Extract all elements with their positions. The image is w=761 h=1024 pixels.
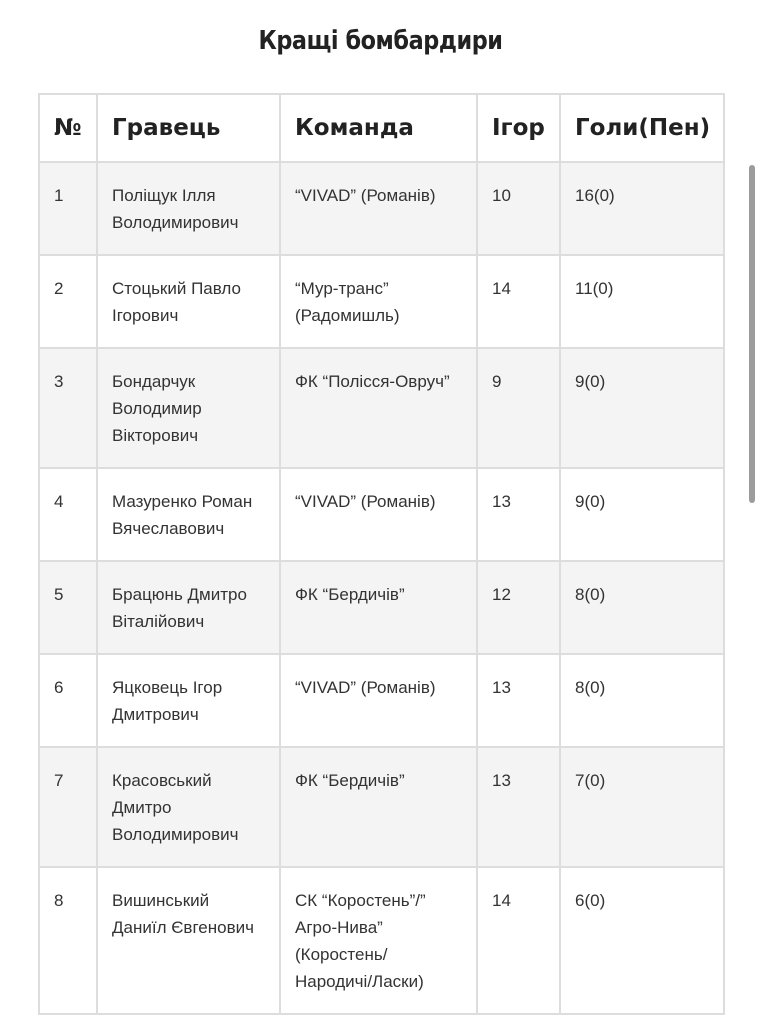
column-header-player: Гравець	[97, 94, 280, 162]
games-cell: 13	[477, 747, 560, 867]
goals-cell: 9(0)	[560, 468, 724, 561]
table-row	[39, 747, 724, 867]
rank-cell: 6	[39, 654, 97, 747]
vertical-scrollbar[interactable]	[749, 165, 755, 503]
goals-cell: 9(0)	[560, 348, 724, 468]
goals-cell: 8(0)	[560, 654, 724, 747]
table-header-row	[39, 94, 724, 162]
games-cell: 13	[477, 654, 560, 747]
player-cell: Стоцький Павло Ігорович	[97, 255, 280, 348]
table-row	[39, 468, 724, 561]
player-cell: Мазуренко Роман Вячеславович	[97, 468, 280, 561]
games-cell: 12	[477, 561, 560, 654]
rank-cell: 2	[39, 255, 97, 348]
games-cell: 14	[477, 867, 560, 1014]
column-header-rank: №	[39, 94, 97, 162]
top-scorers-table	[38, 93, 725, 1015]
rank-cell: 1	[39, 162, 97, 255]
table-row	[39, 348, 724, 468]
team-cell: ФК “Полісся-Овруч”	[280, 348, 477, 468]
goals-cell: 7(0)	[560, 747, 724, 867]
player-cell: Брацюнь Дмитро Віталійович	[97, 561, 280, 654]
player-cell: Красовський Дмитро Володимирович	[97, 747, 280, 867]
rank-cell: 4	[39, 468, 97, 561]
page-title: Кращі бомбардири	[258, 26, 503, 56]
column-header-goals: Голи(Пен)	[560, 94, 724, 162]
team-cell: “VIVAD” (Романів)	[280, 468, 477, 561]
player-cell: Вишинський Даниїл Євгенович	[97, 867, 280, 1014]
table-row	[39, 162, 724, 255]
team-cell: “Мур-транс” (Радомишль)	[280, 255, 477, 348]
team-cell: “VIVAD” (Романів)	[280, 654, 477, 747]
team-cell: ФК “Бердичів”	[280, 561, 477, 654]
games-cell: 10	[477, 162, 560, 255]
rank-cell: 3	[39, 348, 97, 468]
goals-cell: 16(0)	[560, 162, 724, 255]
team-cell: ФК “Бердичів”	[280, 747, 477, 867]
rank-cell: 5	[39, 561, 97, 654]
rank-cell: 7	[39, 747, 97, 867]
table-row	[39, 654, 724, 747]
goals-cell: 6(0)	[560, 867, 724, 1014]
player-cell: Поліщук Ілля Володимирович	[97, 162, 280, 255]
table-row	[39, 867, 724, 1014]
column-header-team: Команда	[280, 94, 477, 162]
games-cell: 9	[477, 348, 560, 468]
table-row	[39, 255, 724, 348]
goals-cell: 11(0)	[560, 255, 724, 348]
column-header-games: Ігор	[477, 94, 560, 162]
games-cell: 13	[477, 468, 560, 561]
team-cell: СК “Коростень”/” Агро-Нива” (Коростень/ Народичі/Ласки)	[280, 867, 477, 1014]
table-row	[39, 561, 724, 654]
rank-cell: 8	[39, 867, 97, 1014]
player-cell: Яцковець Ігор Дмитрович	[97, 654, 280, 747]
goals-cell: 8(0)	[560, 561, 724, 654]
games-cell: 14	[477, 255, 560, 348]
team-cell: “VIVAD” (Романів)	[280, 162, 477, 255]
player-cell: Бондарчук Володимир Вікторович	[97, 348, 280, 468]
